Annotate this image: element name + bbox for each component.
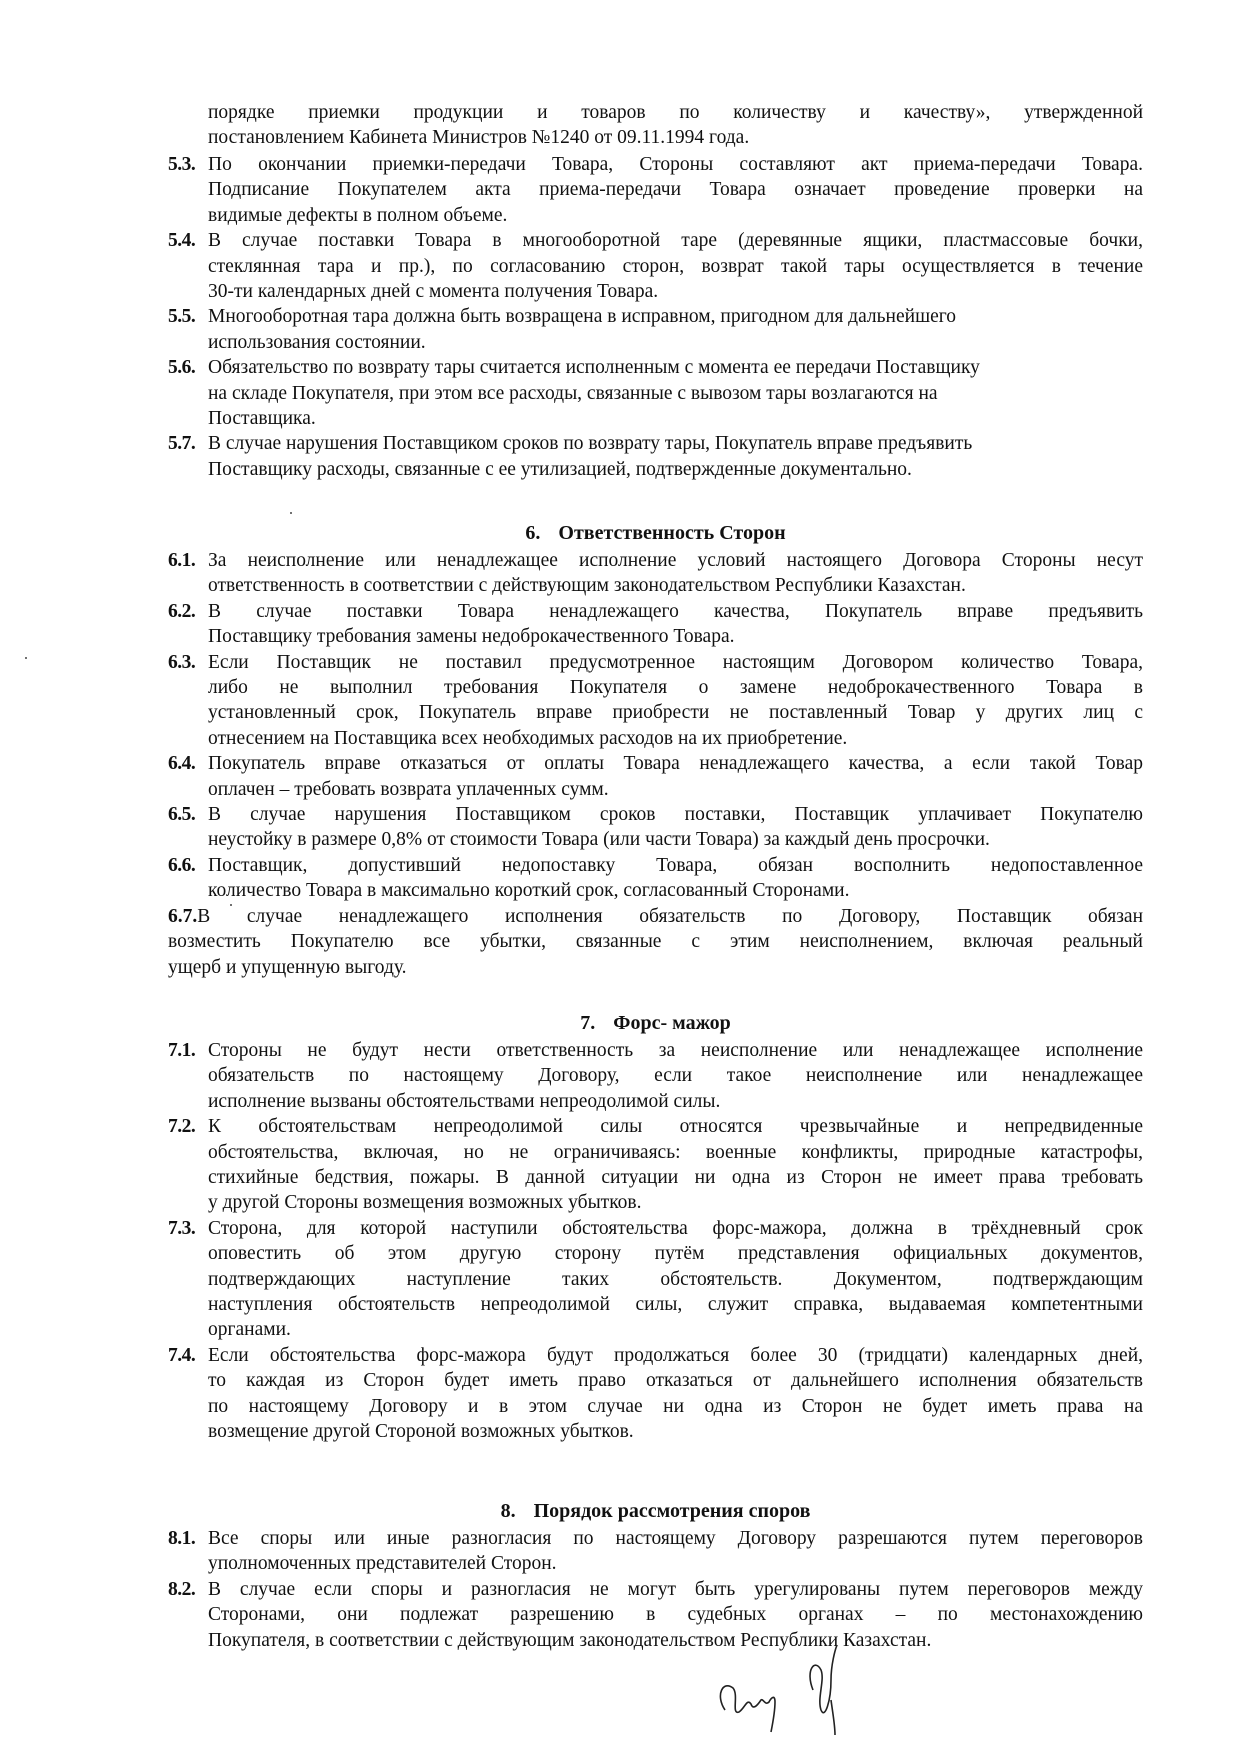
clause-number: 5.7.: [168, 433, 196, 455]
text-line: по настоящему Договору и в этом случае ни одна из Сторон не будет иметь права на: [208, 1395, 1143, 1417]
clause-number: 7.2.: [168, 1116, 196, 1138]
text-line: установленный срок, Покупатель вправе приобрести не поставленный Товар у других лиц с: [208, 702, 1143, 724]
text-line: ответственность в соответствии с действующим законодательством Республики Казахстан.: [208, 575, 966, 597]
clause-8-2: [168, 1577, 1143, 1653]
section-6-heading: [168, 520, 1143, 546]
clause-number: 6.1.: [168, 550, 196, 571]
text-line: Если Поставщик не поставил предусмотренное настоящим Договором количество Товара,: [208, 651, 1143, 673]
scan-speck: [25, 657, 27, 659]
clause-number: 6.3.: [168, 651, 196, 673]
text-line: Стороны не будут нести ответственность за неисполнение или ненадлежащее исполнение: [208, 1040, 1143, 1061]
section-6: [168, 520, 1143, 980]
clause-5-4: [168, 228, 1143, 304]
clause-number: 6.5.: [168, 804, 196, 826]
text-line: Поставщику расходы, связанные с ее утилизацией, подтвержденные документально.: [208, 458, 912, 480]
clause-number: 8.2.: [168, 1578, 196, 1600]
text-line: В случае если споры и разногласия не могут быть урегулированы путем переговоров между: [208, 1578, 1143, 1600]
text-line: Поставщику требования замены недоброкачественного Товара.: [208, 626, 735, 648]
clause-5-6: [168, 355, 1143, 431]
text-line: возмещение другой Стороной возможных убытков.: [208, 1421, 634, 1443]
clause-number: 7.1.: [168, 1040, 196, 1061]
text-line: Обязательство по возврату тары считается исполненным с момента ее передачи Поставщику: [208, 357, 980, 379]
text-line: у другой Стороны возмещения возможных убытков.: [208, 1192, 642, 1214]
text-line: Поставщика.: [208, 408, 316, 430]
clause-6-5: [168, 802, 1143, 853]
clause-number: 6.4.: [168, 753, 196, 775]
clause-number: 6.6.: [168, 854, 196, 876]
text-line: За неисполнение или ненадлежащее исполнение условий настоящего Договора Стороны несут: [208, 550, 1143, 571]
clause-number: 5.3.: [168, 154, 196, 175]
clause-6-1: [168, 548, 1143, 599]
text-line: уполномоченных представителей Сторон.: [208, 1553, 557, 1575]
clause-7-1: [168, 1038, 1143, 1114]
text-line: Многооборотная тара должна быть возвращена в исправном, пригодном для дальнейшего: [208, 306, 956, 328]
text-line: количество Товара в максимально короткий срок, согласованный Сторонами.: [208, 880, 850, 902]
clause-5-7: [168, 431, 1143, 482]
text-line: возместить Покупателю все убытки, связанные с этим неисполнением, включая реальный: [168, 931, 1143, 953]
clause-number: 7.4.: [168, 1344, 196, 1366]
text-line: отнесением на Поставщика всех необходимых расходов на их приобретение.: [208, 727, 848, 749]
text-line: 30-ти календарных дней с момента получения Товара.: [208, 281, 659, 303]
section-7: [168, 1010, 1143, 1445]
text-line: В случае нарушения Поставщиком сроков поставки, Поставщик уплачивает Покупателю: [208, 804, 1143, 826]
handwritten-signature: [705, 1640, 865, 1740]
text-line: использования состоянии.: [208, 331, 426, 353]
clause-6-4: [168, 751, 1143, 802]
clause-number: 6.7.: [168, 905, 198, 927]
clause-6-3: [168, 650, 1143, 752]
text-line: Все споры или иные разногласия по настоящему Договору разрешаются путем переговоров: [208, 1528, 1143, 1549]
text-line: оплачен – требовать возврата уплаченных сумм.: [208, 778, 609, 800]
text-line: Сторона, для которой наступили обстоятельства форс-мажора, должна в трёхдневный срок: [208, 1217, 1143, 1239]
text-line: В случае поставки Товара ненадлежащего качества, Покупатель вправе предъявить: [208, 600, 1143, 622]
clause-6-2: [168, 599, 1143, 650]
intro-paragraph: [168, 100, 1143, 151]
text-line: обязательств по настоящему Договору, если такое неисполнение или ненадлежащее: [208, 1065, 1143, 1087]
text-line: В случае ненадлежащего исполнения обязательств по Договору, Поставщик обязан: [197, 905, 1143, 927]
text-line: стеклянная тара и пр.), по согласованию сторон, возврат такой тары осуществляется в течение: [208, 255, 1143, 277]
section-title: Порядок рассмотрения споров: [533, 1500, 811, 1522]
text-line: постановлением Кабинета Министров №1240 от 09.11.1994 года.: [208, 127, 750, 149]
text-line: Покупатель вправе отказаться от оплаты Товара ненадлежащего качества, а если такой Товар: [208, 753, 1143, 775]
clause-7-3: [168, 1216, 1143, 1343]
text-line: оповестить об этом другую сторону путём представления официальных документов,: [208, 1243, 1143, 1265]
section-title: Ответственность Сторон: [558, 522, 786, 544]
text-line: Подписание Покупателем акта приема-передачи Товара означает проведение проверки на: [208, 179, 1143, 201]
scan-speck: [290, 512, 292, 514]
section-title: Форс- мажор: [613, 1012, 731, 1034]
text-line: По окончании приемки-передачи Товара, Стороны составляют акт приема-передачи Товара.: [208, 154, 1143, 175]
text-line: стихийные бедствия, пожары. В данной ситуации ни одна из Сторон не имеет права требовать: [208, 1167, 1143, 1189]
section-8: [168, 1498, 1143, 1653]
text-line: Покупателя, в соответствии с действующим законодательством Республики Казахстан.: [208, 1629, 932, 1651]
clause-number: 5.5.: [168, 306, 196, 328]
clause-8-1: [168, 1526, 1143, 1577]
text-line: исполнение вызваны обстоятельствами непреодолимой силы.: [208, 1090, 721, 1112]
text-line: подтверждающих наступление таких обстоятельств. Документом, подтверждающим: [208, 1268, 1143, 1290]
clause-7-4: [168, 1343, 1143, 1445]
section-number: 7.: [580, 1012, 596, 1034]
clause-number: 8.1.: [168, 1528, 196, 1549]
text-line: органами.: [208, 1319, 291, 1341]
text-line: Если обстоятельства форс-мажора будут продолжаться более 30 (тридцати) календарных дней,: [208, 1344, 1143, 1366]
text-line: обстоятельства, включая, но не ограничиваясь: военные конфликты, природные катастрофы,: [208, 1141, 1143, 1163]
clause-7-2: [168, 1114, 1143, 1216]
scan-speck: [230, 904, 232, 906]
text-line: В случае нарушения Поставщиком сроков по возврату тары, Покупатель вправе предъявить: [208, 433, 973, 455]
text-line: наступления обстоятельств непреодолимой силы, служит справка, выдаваемая компетентными: [208, 1294, 1143, 1316]
section-number: 6.: [525, 522, 541, 544]
text-line: либо не выполнил требования Покупателя о замене недоброкачественного Товара в: [208, 677, 1143, 699]
clause-number: 5.4.: [168, 230, 196, 252]
clause-6-7: [168, 904, 1143, 980]
clause-5-5: [168, 304, 1143, 355]
text-line: видимые дефекты в полном объеме.: [208, 204, 508, 226]
clause-number: 5.6.: [168, 357, 196, 379]
section-8-heading: [168, 1498, 1143, 1524]
section-7-heading: [168, 1010, 1143, 1036]
clause-number: 6.2.: [168, 600, 196, 622]
text-line: неустойку в размере 0,8% от стоимости Товара (или части Товара) за каждый день просрочки.: [208, 829, 990, 851]
text-line: на складе Покупателя, при этом все расходы, связанные с вывозом тары возлагаются на: [208, 382, 938, 404]
text-line: Поставщик, допустивший недопоставку Товара, обязан восполнить недопоставленное: [208, 854, 1143, 876]
clause-6-6: [168, 853, 1143, 904]
text-line: К обстоятельствам непреодолимой силы относятся чрезвычайные и непредвиденные: [208, 1116, 1143, 1138]
clause-number: 7.3.: [168, 1217, 196, 1239]
section-5-items: [168, 152, 1143, 482]
section-number: 8.: [500, 1500, 516, 1522]
text-line: то каждая из Сторон будет иметь право отказаться от дальнейшего исполнения обязательств: [208, 1370, 1143, 1392]
text-line: В случае поставки Товара в многооборотной таре (деревянные ящики, пластмассовые бочки,: [208, 230, 1143, 252]
text-line: ущерб и упущенную выгоду.: [168, 956, 407, 978]
clause-5-3: [168, 152, 1143, 228]
text-line: Сторонами, они подлежат разрешению в судебных органах – по местонахождению: [208, 1604, 1143, 1626]
text-line: порядке приемки продукции и товаров по количеству и качеству», утвержденной: [208, 102, 1143, 123]
